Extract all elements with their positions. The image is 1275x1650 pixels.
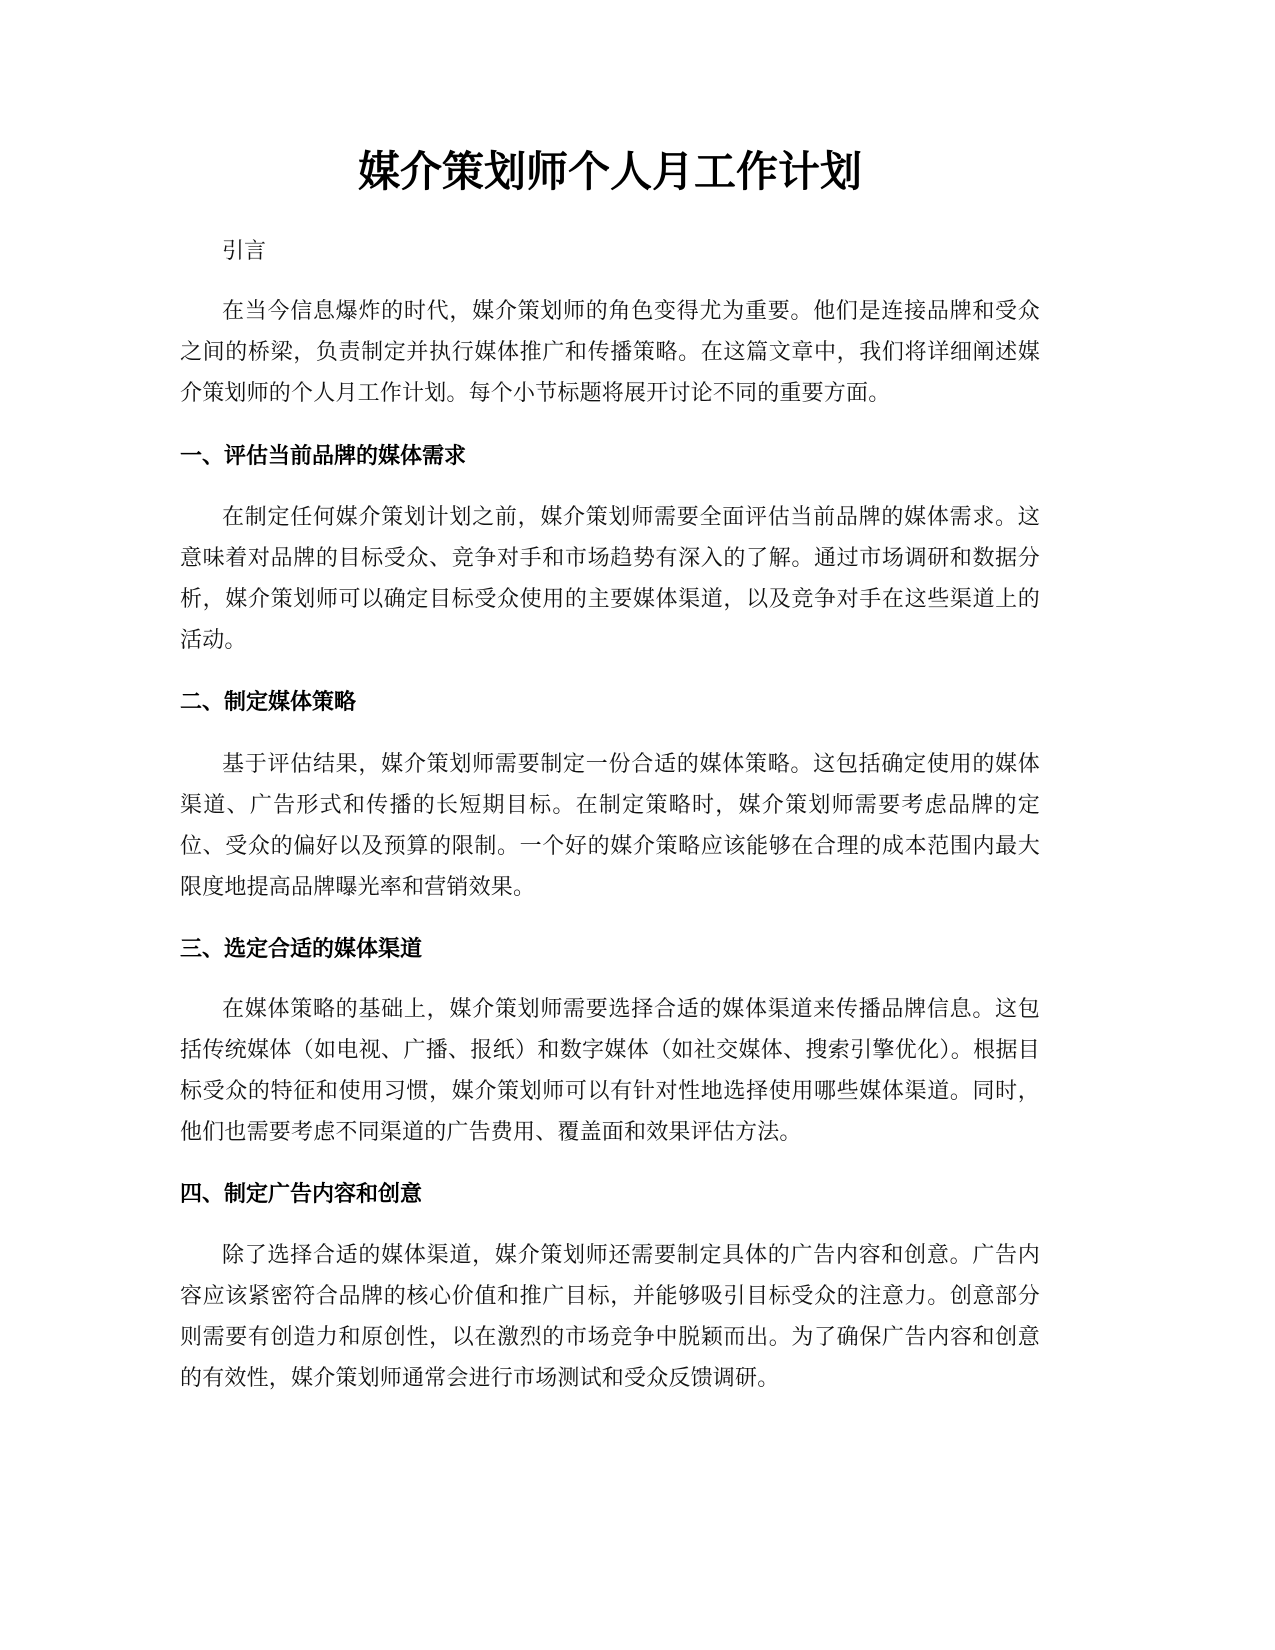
intro-paragraph: 在当今信息爆炸的时代，媒介策划师的角色变得尤为重要。他们是连接品牌和受众之间的桥梁，负责制定并执行媒体推广和传播策略。在这篇文章中，我们将详细阐述媒介策划师的个人月工作计划。每个小节标题将展开讨论不同的重要方面。 [180,299,1040,406]
section-heading-1: 一、评估当前品牌的媒体需求 [180,444,467,469]
section-heading-3: 三、选定合适的媒体渠道 [180,937,423,962]
section-body-3: 在媒体策略的基础上，媒介策划师需要选择合适的媒体渠道来传播品牌信息。这包括传统媒体（如电视、广播、报纸）和数字媒体（如社交媒体、搜索引擎优化）。根据目标受众的特征和使用习惯，媒介策划师可以有针对性地选择使用哪些媒体渠道。同时，他们也需要考虑不同渠道的广告费用、覆盖面和效果评估方法。 [180,997,1040,1145]
section-body-2: 基于评估结果，媒介策划师需要制定一份合适的媒体策略。这包括确定使用的媒体渠道、广告形式和传播的长短期目标。在制定策略时，媒介策划师需要考虑品牌的定位、受众的偏好以及预算的限制。一个好的媒介策略应该能够在合理的成本范围内最大限度地提高品牌曝光率和营销效果。 [180,752,1040,900]
intro-label: 引言 [222,239,267,264]
document-title: 媒介策划师个人月工作计划 [357,147,862,196]
section-heading-2: 二、制定媒体策略 [180,690,357,715]
section-body-1: 在制定任何媒介策划计划之前，媒介策划师需要全面评估当前品牌的媒体需求。这意味着对品牌的目标受众、竞争对手和市场趋势有深入的了解。通过市场调研和数据分析，媒介策划师可以确定目标受众使用的主要媒体渠道，以及竞争对手在这些渠道上的活动。 [180,505,1040,653]
section-heading-4: 四、制定广告内容和创意 [180,1182,423,1207]
section-body-4: 除了选择合适的媒体渠道，媒介策划师还需要制定具体的广告内容和创意。广告内容应该紧密符合品牌的核心价值和推广目标，并能够吸引目标受众的注意力。创意部分则需要有创造力和原创性，以在激烈的市场竞争中脱颖而出。为了确保广告内容和创意的有效性，媒介策划师通常会进行市场测试和受众反馈调研。 [180,1243,1040,1391]
